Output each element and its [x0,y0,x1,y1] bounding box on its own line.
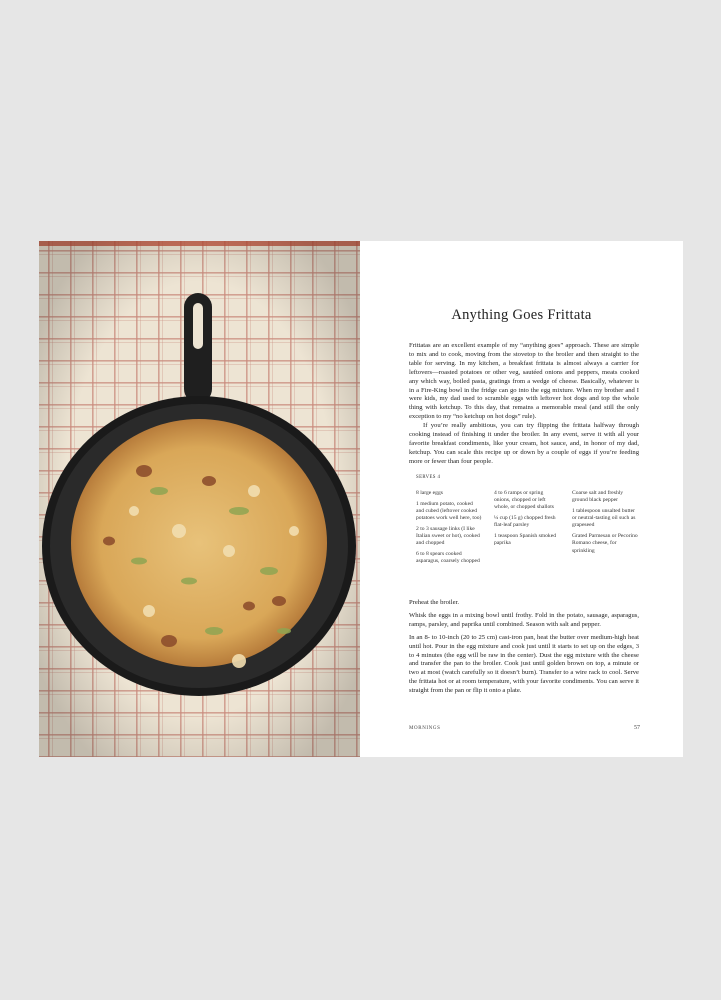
ingredient-item: 1 medium potato, cooked and cubed (leftover cooked potatoes work well here, too) [416,500,482,522]
ingredient-item: Grated Parmesan or Pecorino Romano cheese, for sprinkling [572,533,638,554]
method-step: In an 8- to 10-inch (20 to 25 cm) cast-iron pan, heat the butter over medium-high heat until hot. Pour in the egg mixture and cook just until it starts to set up on the edges, 3 to 4 minutes (the egg will be raw in the center). Dust the egg mixture with the cheese and transfer the pan to the broiler. Cook just until golden brown on top, a minute or two at most (watch carefully so it doesn’t burn). Transfer to a wire rack to cool. Serve the frittata hot or at room temperature, with your favorite condiments. You can serve it straight from the pan or flip it onto a plate. [409,633,639,695]
recipe-method [409,599,639,700]
ingredient-item: Coarse salt and freshly ground black pepper [572,490,624,504]
ingredient-item: 1 teaspoon Spanish smoked paprika [494,533,556,547]
recipe-page [360,241,683,757]
book-spread [39,241,683,757]
ingredient-item: 6 to 8 spears cooked asparagus, coarsely chopped [416,551,480,565]
ingredients-column [494,490,560,551]
ingredient-item: 1 tablespoon unsalted butter or neutral-tasting oil such as grapeseed [572,508,636,529]
ingredients-column [572,490,638,558]
ingredient-item: 4 to 6 ramps or spring onions, chopped or left whole, or chopped shallots [494,490,554,511]
section-footer: MORNINGS [409,726,441,731]
frittata-photo [39,241,360,757]
ingredient-item: 8 large eggs [416,490,443,496]
page-number: 57 [634,725,640,731]
serves-label: SERVES 4 [416,475,441,480]
ingredients-column [416,490,482,569]
ingredient-item: ¼ cup (15 g) chopped fresh flat-leaf parsley [494,515,556,529]
intro-paragraph: If you’re really ambitious, you can try flipping the frittata halfway through cooking instead of finishing it under the broiler. In any event, serve it with all your favorite breakfast condiments, like your cream, hot sauce, and, in honor of my dad, ketchup. You can scale this recipe up or down by a couple of eggs if you’re feeding more or fewer than four people. [409,422,639,465]
method-step: Preheat the broiler. [409,599,459,606]
recipe-title: Anything Goes Frittata [451,307,592,323]
ingredient-item: 2 to 3 sausage links (I like Italian sweet or hot), cooked and chopped [416,526,480,547]
recipe-intro [409,342,639,467]
method-step: Whisk the eggs in a mixing bowl until frothy. Fold in the potato, sausage, asparagus, ramps, parsley, and paprika until combined. Season with salt and pepper. [409,611,639,628]
intro-paragraph: Frittatas are an excellent example of my “anything goes” approach. These are simple to mix and to cook, moving from the stovetop to the broiler and then straight to the table for serving. In my kitchen, a breakfast frittata is almost always a carrier for leftovers—roasted potatoes or other veg, sautéed onions and peppers, meats cooked any which way, boiled pasta, gratings from a wedge of cheese. Basically, whatever is in a Fire-King bowl in the fridge can go into the egg mixture. When my brother and I were kids, my dad used to scramble eggs with leftover hot dogs and top the whole thing with ketchup. To this day, that remains a memorable meal (and still the only exception to my “no ketchup on hot dogs” rule). [409,342,639,421]
